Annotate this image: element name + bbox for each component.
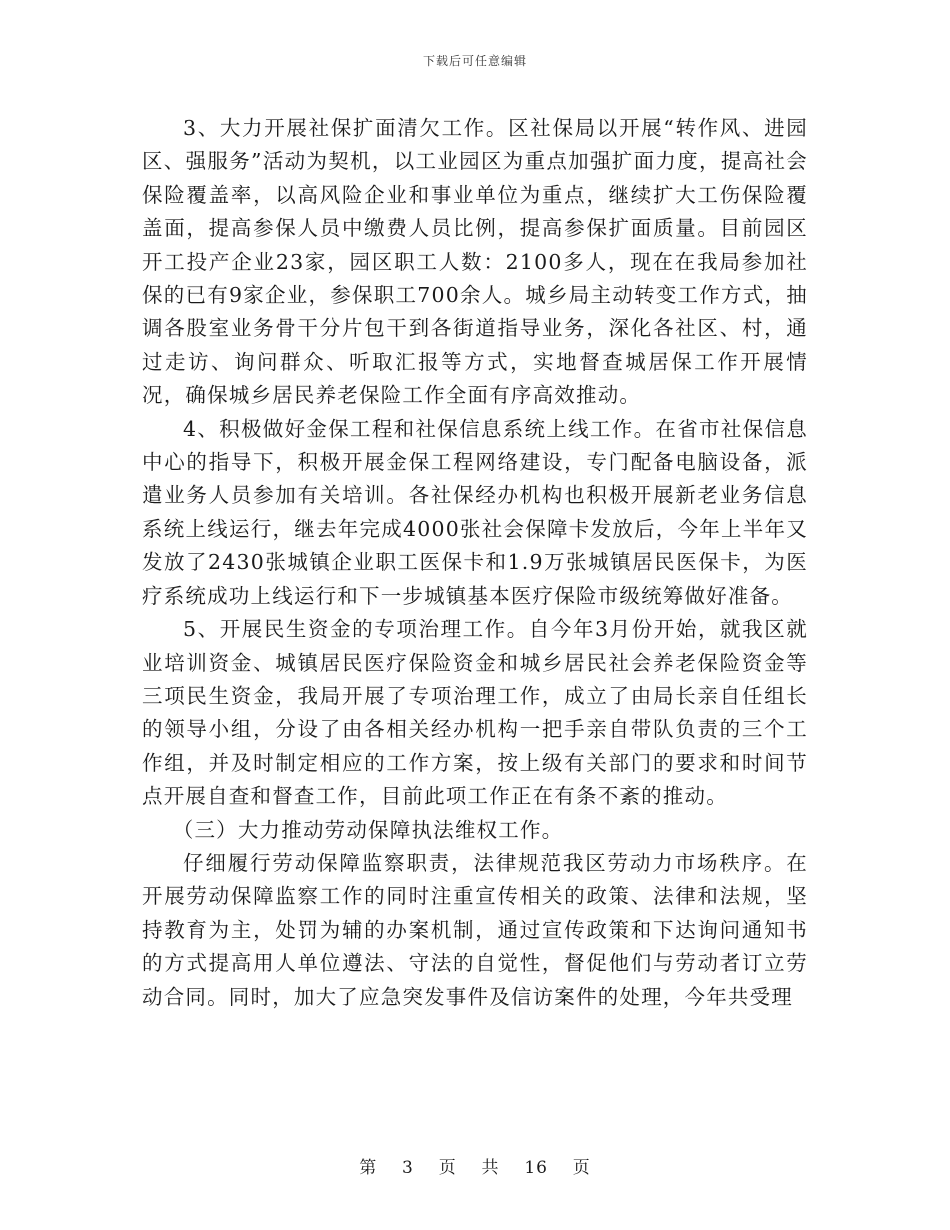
paragraph-social-insurance-expansion: 3、大力开展社保扩面清欠工作。区社保局以开展“转作风、进园区、强服务”活动为契机，以工业园区为重点加强扩面力度，提高社会保险覆盖率，以高风险企业和事业单位为重点，继续扩大工伤保险覆盖面，提高参保人员中缴费人员比例，提高参保扩面质量。目前园区开工投产企业23家，园区职工人数：2100多人，现在在我局参加社保的已有9家企业，参保职工700余人。城乡局主动转变工作方式，抽调各股室业务骨干分片包干到各街道指导业务，深化各社区、村，通过走访、询问群众、听取汇报等方式，实地督查城居保工作开展情况，确保城乡居民养老保险工作全面有序高效推动。: [142, 116, 808, 408]
paragraph-golden-insurance-project: 4、积极做好金保工程和社保信息系统上线工作。在省市社保信息中心的指导下，积极开展金保工程网络建设，专门配备电脑设备，派遣业务人员参加有关培训。各社保经办机构也积极开展新老业务信息系统上线运行，继去年完成4000张社会保障卡发放后，今年上半年又发放了2430张城镇企业职工医保卡和1.9万张城镇居民医保卡，为医疗系统成功上线运行和下一步城镇基本医疗保险市级统筹做好准备。: [142, 416, 808, 608]
footer-prefix: 第: [359, 1158, 378, 1178]
document-body: [142, 112, 808, 1014]
footer-total-word: 共: [481, 1158, 500, 1178]
footer-suffix: 页: [572, 1158, 591, 1178]
section-heading: （三）大力推动劳动保障执法维权工作。: [172, 817, 564, 842]
paragraph-livelihood-funds: 5、开展民生资金的专项治理工作。自今年3月份开始，就我区就业培训资金、城镇居民医疗保险资金和城乡居民社会养老保险资金等三项民生资金，我局开展了专项治理工作，成立了由局长亲自任组长的领导小组，分设了由各相关经办机构一把手亲自带队负责的三个工作组，并及时制定相应的工作方案，按上级有关部门的要求和时间节点开展自查和督查工作，目前此项工作正在有条不紊的推动。: [142, 617, 808, 809]
footer-page-word: 页: [438, 1158, 457, 1178]
paragraph-labor-supervision: 仔细履行劳动保障监察职责，法律规范我区劳动力市场秩序。在开展劳动保障监察工作的同时注重宣传相关的政策、法律和法规，坚持教育为主，处罚为辅的办案机制，通过宣传政策和下达询问通知书的方式提高用人单位遵法、守法的自觉性，督促他们与劳动者订立劳动合同。同时，加大了应急突发事件及信访案件的处理，今年共受理: [142, 850, 808, 1009]
page-footer: [0, 1153, 950, 1178]
header-note: 下载后可任意编辑: [422, 54, 527, 68]
footer-page-number: 3: [402, 1158, 414, 1178]
footer-total-pages: 16: [524, 1158, 548, 1178]
